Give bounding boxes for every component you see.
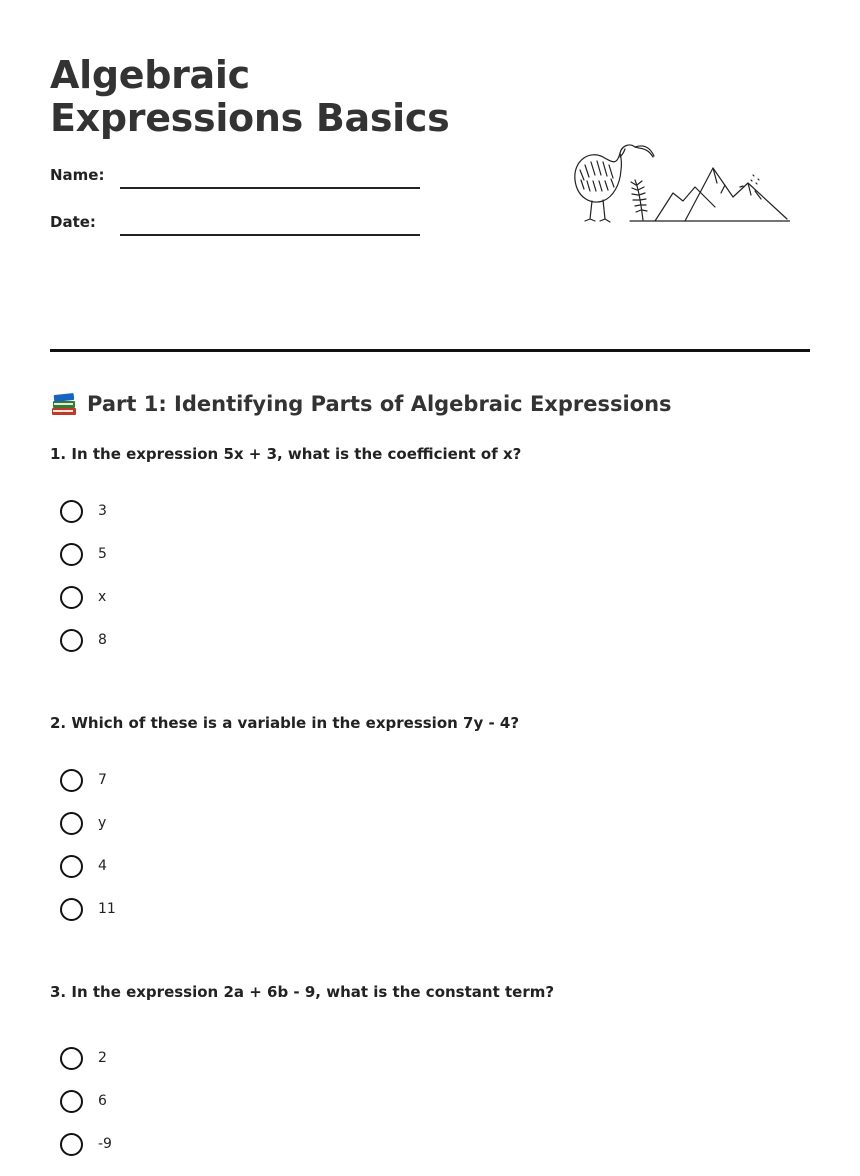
radio-button[interactable] (60, 898, 83, 921)
option-label: y (98, 815, 107, 831)
question-1 (50, 444, 810, 648)
option-label: 7 (98, 772, 107, 788)
radio-button[interactable] (60, 1133, 83, 1156)
question-2 (50, 713, 810, 917)
answer-option[interactable] (60, 769, 360, 812)
answer-options (60, 1047, 360, 1176)
radio-button[interactable] (60, 812, 83, 835)
answer-option[interactable] (60, 1047, 360, 1090)
name-blank-line[interactable] (120, 187, 420, 189)
name-label: Name: (50, 166, 105, 184)
answer-option[interactable] (60, 898, 360, 941)
answer-option[interactable] (60, 543, 360, 586)
question-text: 1. In the expression 5x + 3, what is the coefficient of x? (50, 445, 522, 463)
date-label: Date: (50, 213, 96, 231)
date-blank-line[interactable] (120, 234, 420, 236)
answer-option[interactable] (60, 586, 360, 629)
name-field (50, 166, 430, 190)
date-field (50, 213, 430, 237)
radio-button[interactable] (60, 769, 83, 792)
question-text: 3. In the expression 2a + 6b - 9, what is the constant term? (50, 983, 555, 1001)
option-label: 2 (98, 1050, 107, 1066)
radio-button[interactable] (60, 855, 83, 878)
section-heading (50, 388, 672, 420)
answer-option[interactable] (60, 1133, 360, 1176)
section-title: Part 1: Identifying Parts of Algebraic Expressions (87, 392, 672, 416)
question-3 (50, 982, 810, 1152)
page-title: Algebraic Expressions Basics (50, 53, 450, 140)
radio-button[interactable] (60, 629, 83, 652)
kiwi-bird-mountains-illustration (565, 135, 790, 230)
option-label: 6 (98, 1093, 107, 1109)
option-label: 11 (98, 901, 116, 917)
radio-button[interactable] (60, 586, 83, 609)
radio-button[interactable] (60, 500, 83, 523)
section-divider (50, 349, 810, 352)
option-label: -9 (98, 1136, 112, 1152)
radio-button[interactable] (60, 1090, 83, 1113)
answer-option[interactable] (60, 1090, 360, 1133)
answer-options (60, 769, 360, 941)
option-label: 4 (98, 858, 107, 874)
option-label: x (98, 589, 107, 605)
answer-option[interactable] (60, 500, 360, 543)
answer-options (60, 500, 360, 672)
answer-option[interactable] (60, 812, 360, 855)
option-label: 5 (98, 546, 107, 562)
radio-button[interactable] (60, 543, 83, 566)
option-label: 8 (98, 632, 107, 648)
option-label: 3 (98, 503, 107, 519)
answer-option[interactable] (60, 855, 360, 898)
question-text: 2. Which of these is a variable in the expression 7y - 4? (50, 714, 520, 732)
answer-option[interactable] (60, 629, 360, 672)
books-icon (50, 390, 78, 418)
radio-button[interactable] (60, 1047, 83, 1070)
